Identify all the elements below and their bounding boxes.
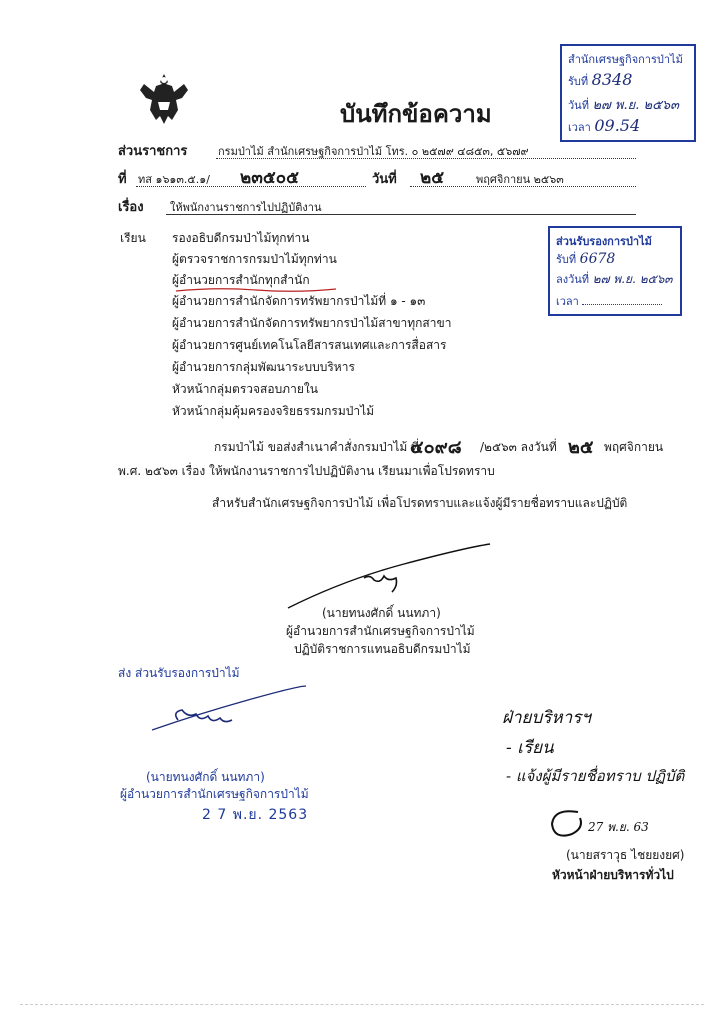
body-p1-number: ๔๐๙๘ bbox=[410, 437, 462, 458]
main-signature-name: (นายทนงศักดิ์ นนทภา) bbox=[322, 606, 441, 620]
stamp-time-label: เวลา bbox=[568, 121, 591, 134]
recipient-item: หัวหน้ากลุ่มตรวจสอบภายใน bbox=[172, 382, 318, 396]
scan-edge bbox=[20, 1004, 704, 1005]
stamp-date-label: วันที่ bbox=[568, 99, 589, 112]
receipt-stamp-mid bbox=[548, 226, 682, 316]
date-rest: พฤศจิกายน ๒๕๖๓ bbox=[476, 173, 564, 186]
body-p1-c: พฤศจิกายน bbox=[604, 440, 664, 454]
memo-title: บันทึกข้อความ bbox=[340, 100, 492, 128]
ref-label: ที่ bbox=[118, 172, 127, 187]
stamp-mid-title: ส่วนรับรองการป่าไม้ bbox=[556, 235, 652, 248]
body-p2: พ.ศ. ๒๕๖๓ เรื่อง ให้พนักงานราชการไปปฏิบัติงาน เรียนมาเพื่อโปรดทราบ bbox=[118, 464, 495, 478]
recipient-item: ผู้อำนวยการสำนักจัดการทรัพยากรป่าไม้ที่ ๑ - ๑๓ bbox=[172, 294, 426, 308]
recipient-item: หัวหน้ากลุ่มคุ้มครองจริยธรรมกรมป่าไม้ bbox=[172, 404, 375, 418]
stamp-mid-no-label: รับที่ bbox=[556, 253, 577, 266]
handwritten-date: 27 พ.ย. 63 bbox=[588, 820, 649, 834]
stamp-no-label: รับที่ bbox=[568, 75, 589, 88]
date-label: วันที่ bbox=[372, 172, 397, 187]
forward-name: (นายทนงศักดิ์ นนทภา) bbox=[146, 770, 265, 784]
subject-label: เรื่อง bbox=[118, 200, 144, 215]
stamp-mid-date-value: ๒๗ พ.ย. ๒๕๖๓ bbox=[592, 272, 673, 286]
handwritten-initials-icon bbox=[548, 806, 588, 842]
stamp-mid-time-label: เวลา bbox=[556, 295, 579, 308]
body-p3: สำหรับสำนักเศรษฐกิจการป่าไม้ เพื่อโปรดทราบและแจ้งผู้มีรายชื่อทราบและปฏิบัติ bbox=[212, 496, 628, 510]
subject-value: ให้พนักงานราชการไปปฏิบัติงาน bbox=[170, 201, 322, 214]
main-signature-position-1: ผู้อำนวยการสำนักเศรษฐกิจการป่าไม้ bbox=[286, 624, 475, 638]
handwritten-line-2: - เรียน bbox=[506, 738, 554, 758]
handwritten-line-3: - แจ้งผู้มีรายชื่อทราบ ปฏิบัติ bbox=[506, 767, 685, 785]
division-label: ส่วนราชการ bbox=[118, 144, 188, 159]
handwritten-name: (นายสราวุธ ไชยยงยศ) bbox=[566, 848, 685, 862]
recipient-item: ผู้อำนวยการกลุ่มพัฒนาระบบบริหาร bbox=[172, 360, 355, 374]
handwritten-line-1: ฝ่ายบริหารฯ bbox=[502, 708, 591, 728]
recipient-item: ผู้ตรวจราชการกรมป่าไม้ทุกท่าน bbox=[172, 252, 337, 266]
date-day: ๒๕ bbox=[420, 168, 445, 188]
handwritten-position: หัวหน้าฝ่ายบริหารทั่วไป bbox=[552, 868, 674, 882]
stamp-no-value: 8348 bbox=[591, 70, 633, 89]
stamp-title: สำนักเศรษฐกิจการป่าไม้ bbox=[568, 53, 683, 66]
forward-position: ผู้อำนวยการสำนักเศรษฐกิจการป่าไม้ bbox=[120, 787, 309, 801]
stamp-time-value: 09.54 bbox=[594, 116, 641, 135]
garuda-emblem-icon bbox=[138, 70, 190, 128]
body-p1-day: ๒๕ bbox=[568, 437, 594, 458]
stamp-mid-no-value: 6678 bbox=[579, 251, 616, 267]
recipient-item: ผู้อำนวยการศูนย์เทคโนโลยีสารสนเทศและการสื่อสาร bbox=[172, 338, 447, 352]
stamp-date-value: ๒๗ พ.ย. ๒๕๖๓ bbox=[592, 98, 680, 113]
receipt-stamp-top bbox=[560, 44, 696, 142]
recipient-item: รองอธิบดีกรมป่าไม้ทุกท่าน bbox=[172, 231, 310, 245]
forward-to: ส่ง ส่วนรับรองการป่าไม้ bbox=[118, 666, 240, 680]
division-value: กรมป่าไม้ สำนักเศรษฐกิจการป่าไม้ โทร. ๐ ๒๕๗๙ ๔๘๕๓, ๕๖๗๙ bbox=[218, 145, 529, 158]
recipient-item: ผู้อำนวยการสำนักทุกสำนัก bbox=[172, 273, 310, 287]
ref-value: ทส ๑๖๑๓.๕.๑/ bbox=[138, 173, 210, 186]
stamp-mid-date-label: ลงวันที่ bbox=[556, 273, 590, 286]
forward-signature-icon bbox=[148, 684, 310, 740]
ref-number: ๒๓๕๐๕ bbox=[240, 168, 299, 188]
recipients-label: เรียน bbox=[120, 231, 146, 245]
body-p1-b: /๒๕๖๓ ลงวันที่ bbox=[480, 440, 557, 454]
recipient-item: ผู้อำนวยการสำนักจัดการทรัพยากรป่าไม้สาขาทุกสาขา bbox=[172, 316, 452, 330]
body-p1-a: กรมป่าไม้ ขอส่งสำเนาคำสั่งกรมป่าไม้ ที่ bbox=[214, 440, 420, 454]
main-signature-position-2: ปฏิบัติราชการแทนอธิบดีกรมป่าไม้ bbox=[294, 642, 471, 656]
forward-date: 2 7 พ.ย. 2563 bbox=[202, 807, 309, 823]
